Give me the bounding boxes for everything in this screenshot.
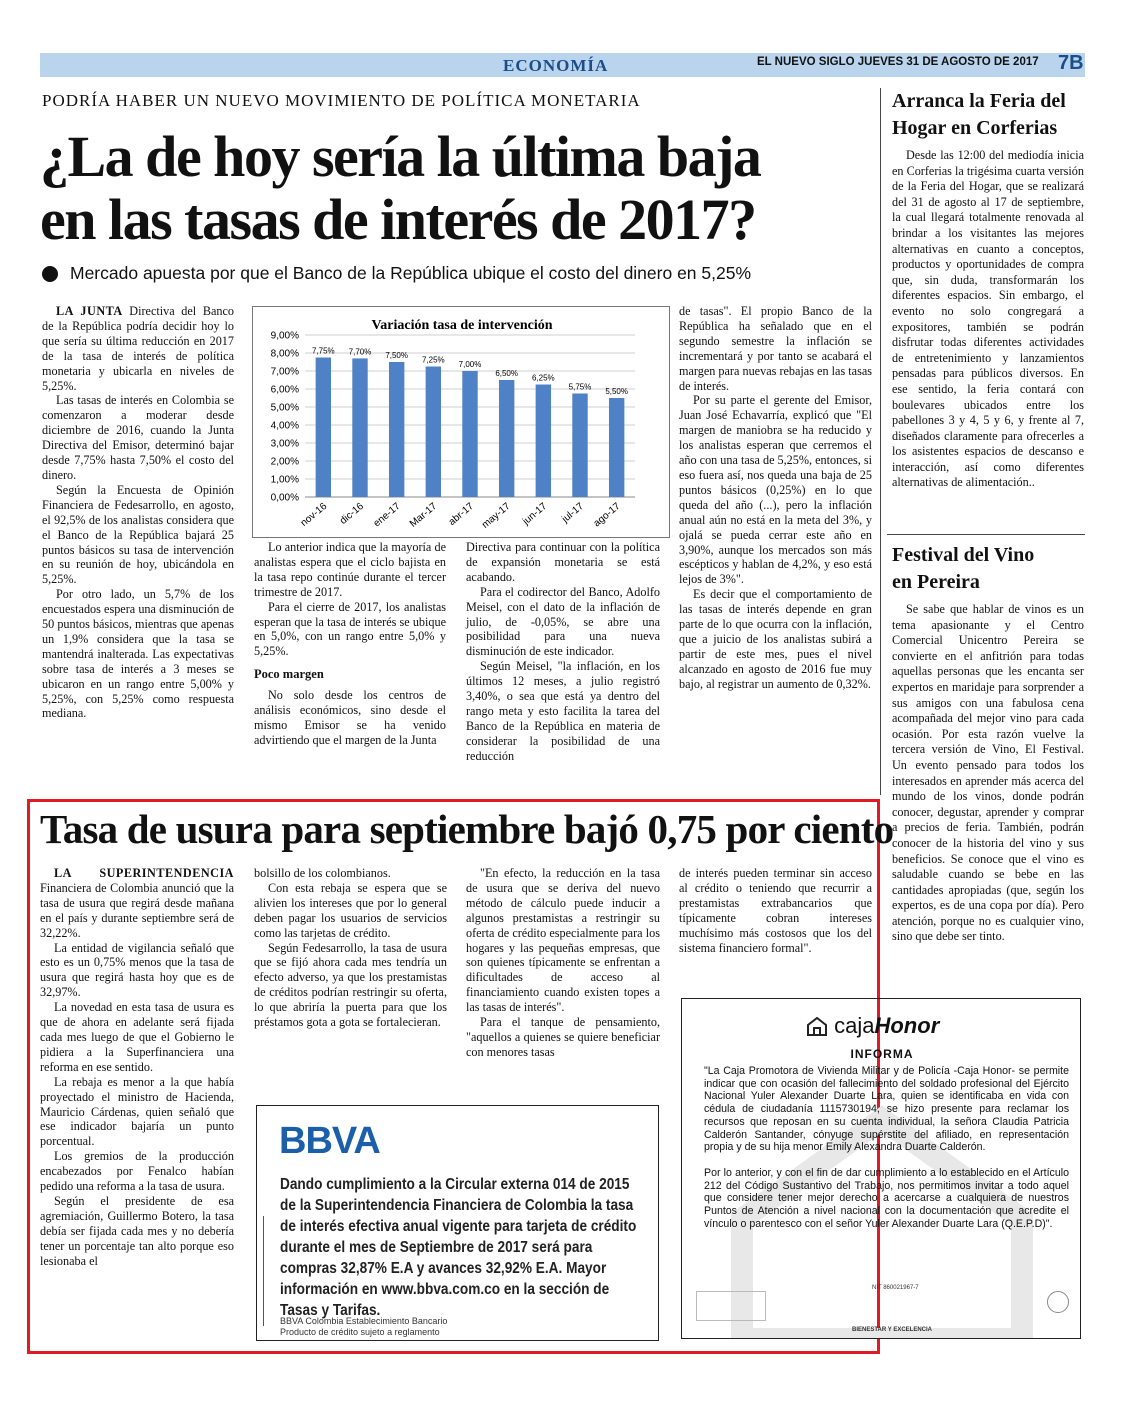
main-column-4 [679, 304, 872, 692]
paragraph [42, 304, 234, 393]
side-title-feria [892, 88, 1084, 142]
data-label: 7,70% [348, 347, 372, 357]
data-label: 7,25% [421, 355, 445, 365]
paragraph: La rebaja es menor a la que había proyectado el ministro de Hacienda, Mauricio Cárdenas, quien señaló que ese indicador bajaría un punto porcentual. [40, 1074, 234, 1149]
x-tick-label: jun-17 [520, 500, 550, 528]
y-tick-label: 7,00% [270, 366, 299, 378]
side-text-vino [892, 602, 1084, 945]
lead-in: LA SUPERINTENDENCIA [54, 866, 234, 880]
side-separator [887, 534, 1085, 535]
side-paragraph-vino: Se sabe que hablar de vinos es un tema apasionante y el Centro Comercial Unicentro Pereira se convierte en el anfitrión para todas aquellas personas que les encanta ser expertos en maridaje para sorprender a sus amigos con una fabulosa cena acompañada del mejor vino para cada ocasión. Por esta razón vuelve la tercera versión de Vino, El Festival. Un evento pensado para todos los interesados en aprender más acerca del mundo de los vinos, donde podrán conocer, degustar, aprender y comprar a precios de feria. También, podrán conocer de la historia del vino y sus beneficios. Se conoce que el vino es saludable cuando se bebe en las cantidades apropiadas (que, según los expertos, es de una copa por día). Pero atención, porque no es cualquier vino, sino que debe ser tinto. [892, 602, 1084, 944]
data-label: 5,75% [568, 382, 592, 392]
paragraph: Con esta rebaja se espera que se alivien los intereses que por lo general deben pagar los usuarios de servicios como las tarjetas de crédito. [254, 880, 447, 940]
caja-logo-part-1: caja [834, 1013, 875, 1038]
vigilado-mark [263, 1216, 271, 1326]
paragraph [254, 866, 447, 881]
main-column-3 [466, 540, 660, 764]
paragraph: Es decir que el comportamiento de las tasas de interés depende en gran parte de lo que ocurra con la inflación, que a juicio de los analistas subirá a partir de este mes, pues el nivel alcanzado en agosto de 2016 fue muy bajo, al registrar un aumento de 0,32%. [679, 587, 872, 691]
bar-chart [252, 306, 670, 538]
page-number: 7B [1058, 52, 1084, 74]
bar [609, 398, 624, 497]
side-title-feria-line-2: Hogar en Corferias [892, 117, 1058, 139]
bar [572, 394, 587, 498]
side-title-vino [892, 542, 1084, 596]
side-divider [880, 88, 881, 795]
paragraph-text: Financiera de Colombia anunció que la tasa de usura que regirá desde mañana en el país y durante septiembre será de 32,22%. [40, 880, 234, 940]
bbva-ad-text: Dando cumplimiento a la Circular externa 014 de 2015 de la Superintendencia Financiera de Colombia la tasa de interés efectiva anual vigente para tarjeta de crédito durante el mes de Septiembre de 2017 será para compras 32,87% E.A y avances 32,92% E.A. Mayor información en www.bbva.com.co en la sección de Tasas y Tarifas. [280, 1176, 637, 1319]
caja-ad-text [704, 1065, 1069, 1230]
paragraph: Lo anterior indica que la mayoría de analistas espera que el ciclo bajista en la tasa repo continúe durante el tercer trimestre de 2017. [254, 540, 446, 599]
side-story-feria [892, 88, 1084, 491]
x-tick-label: Mar-17 [407, 500, 440, 530]
data-label: 7,50% [385, 351, 409, 360]
summary-text: Mercado apuesta por que el Banco de la República ubique el costo del dinero en 5,25% [70, 263, 752, 283]
paragraph: La novedad en esta tasa de usura es que de ahora en adelante será fijada cada mes luego de que el Gobierno le pidiera a la Superfinanciera una reforma en ese sentido. [40, 1000, 234, 1074]
x-tick-label: dic-16 [337, 500, 366, 527]
headline-line-1: ¿La de hoy sería la última baja [40, 124, 761, 189]
bbva-footnote-2: Producto de crédito sujeto a reglamento [280, 1327, 440, 1337]
bbva-ad [256, 1105, 659, 1341]
caja-paragraph-1: "La Caja Promotora de Vivienda Militar y de Policía -Caja Honor- se permite indicar que con ocasión del fallecimiento del soldado profesional del Ejército Nacional Yuler Alexander Duarte Lara, quien se identificaba en vida con cédula de ciudadanía 1115730194, se hizo presente para reclamar los recursos que reposan en su cuenta individual, la señora Claudia Patricia Calderón Santander, cónyuge supérstite del afiliado, en representación propia y de su hija menor Emily Alexandra Duarte Calderón. [704, 1065, 1069, 1154]
chart-svg [253, 307, 671, 539]
bar [426, 367, 441, 498]
data-label: 7,00% [458, 360, 482, 369]
paragraph: La entidad de vigilancia señaló que esto es un 0,75% menos que la tasa de usura que regirá hasta hoy que es de 32,97%. [40, 940, 234, 1000]
paragraph: Según la Encuesta de Opinión Financiera de Fedesarrollo, en agosto, el 92,5% de los analistas considera que el Banco de la República bajará 25 puntos básicos su tasa de intervención en su reunión de hoy, ubicándola en 5,25%. [42, 482, 234, 587]
paragraph-text: bolsillo de los colombianos. [254, 866, 391, 880]
caja-honor-ad [681, 998, 1081, 1339]
usura-column-3 [466, 866, 660, 1060]
paragraph: Para el cierre de 2017, los analistas esperan que la tasa de interés se ubique en 5,0%, con un rango entre 5,0% y 5,25%. [254, 599, 446, 659]
paragraph: Según Fedesarrollo, la tasa de usura que se fijó ahora cada mes tendría un efecto adverso, ya que los prestamistas de créditos podrían restringir su oferta, lo que abriría la puerta para que los préstamos gota a gota se fortalecieran. [254, 940, 447, 1030]
bullet-icon [42, 266, 58, 282]
paragraph: Para el codirector del Banco, Adolfo Meisel, con el dato de la inflación de julio, de -0,05%, se abre una posibilidad para una nueva disminución de este indicador. [466, 584, 660, 659]
bar [536, 385, 551, 498]
y-tick-label: 0,00% [270, 492, 299, 504]
side-title-vino-line-2: en Pereira [892, 571, 980, 593]
bbva-ad-footnote [280, 1316, 447, 1338]
side-text-feria [892, 148, 1084, 491]
main-column-1 [42, 304, 234, 721]
paragraph: Los gremios de la producción encabezados por Fenalco habían pedido una reforma a la tasa de usura. [40, 1149, 234, 1194]
paragraph: Según el presidente de esa agremiación, Guillermo Botero, la tasa debía ser fijada cada mes y no debería tener un porcentaje tan alto porque eso lesionaba el [40, 1193, 234, 1268]
bbva-logo: BBVA [279, 1120, 380, 1162]
caja-paragraph-2: Por lo anterior, y con el fin de dar cumplimiento a lo establecido en el Artículo 212 del Código Sustantivo del Trabajo, nos permitimos invitar a todo aquel que considere tener mejor derecho a acercarse a cualquiera de nuestros Puntos de Atención a nivel nacional con la documentación que acredite el vínculo o parentesco con el señor Yuler Alexander Duarte Lara (Q.E.P.D)". [704, 1166, 1069, 1230]
y-tick-label: 2,00% [270, 456, 299, 468]
side-title-vino-line-1: Festival del Vino [892, 544, 1035, 566]
paragraph: Por su parte el gerente del Emisor, Juan José Echavarría, explicó que "El margen de maniobra se ha reducido y los analistas esperan que cerremos el año con una tasa de 5,25%, entonces, si eso fuera así, nos queda una baja de 25 puntos básicos (0,25%) en lo que queda del año (...), pero la inflación anual aún no está en la meta del 3%, y ojalá se pueda cerrar este año en 3,90%, aunque los mercados son más escépticos y hablan de 4,2%, y eso está lejos de 3%". [679, 393, 872, 587]
paragraph [40, 866, 234, 941]
chart-title: Variación tasa de intervención [371, 318, 553, 333]
headline [40, 125, 870, 251]
summary [42, 263, 751, 284]
caja-honor-logo [806, 1013, 939, 1039]
x-tick-label: ene-17 [371, 500, 403, 530]
paragraph: Las tasas de interés en Colombia se comenzaron a moderar desde diciembre de 2016, cuando la Junta Directiva del Emisor, determinó bajar desde 7,75% hasta 7,50% el costo del dinero. [42, 393, 234, 482]
paragraph-text: de tasas". El propio Banco de la República ha señalado que en el segundo semestre la inflación se incrementará y por tanto se acabará el margen para nuevas rebajas en las tasas de interés. [679, 304, 872, 393]
paragraph-text: Directiva del Banco de la República podría decidir hoy lo que sería su última reducción en 2017 de la tasa de interés de política monetaria y ubicarla en niveles de 5,25%. [42, 304, 234, 393]
paragraph [679, 866, 872, 955]
caja-emblem-icon [1047, 1291, 1069, 1313]
headline-line-2: en las tasas de interés de 2017? [40, 187, 756, 252]
paragraph: Para el tanque de pensamiento, "aquellos a quienes se quiere beneficiar con menores tasas [466, 1015, 660, 1059]
data-label: 6,50% [495, 369, 519, 378]
side-title-feria-line-1: Arranca la Feria del [892, 90, 1066, 112]
x-tick-label: may-17 [479, 500, 513, 531]
y-tick-label: 4,00% [270, 420, 299, 432]
bar [499, 380, 514, 497]
caja-logo-part-2: Honor [874, 1013, 940, 1038]
paragraph: Según Meisel, "la inflación, en los últimos 12 meses, a julio registró 3,40%, o sea que está ya dentro del rango meta y esto facilita la tarea del Banco de la República en materia de considerar la posibilidad de una reducción [466, 659, 660, 763]
y-tick-label: 5,00% [270, 402, 299, 414]
paragraph [679, 304, 872, 393]
side-paragraph-feria: Desde las 12:00 del mediodía inicia en Corferias la trigésima cuarta versión de la Feria del Hogar, que se realizará del 31 de agosto al 17 de septiembre, la cual llegará totalmente renovada al brindar a los visitantes las mejores alternativas en cuanto a conceptos, productos y oportunidades de compra que, sin duda, transformarán los diferentes espacios. Sin embargo, el evento no solo congregará a expositores, también se podrán disfrutar todas diferentes actividades de entretenimiento y lanzamientos pensadas para públicos diversos. En ese sentido, la feria contará con boulevares ubicados entre los pabellones 3 y 4, 5 y 6, y frente al 7, diseñados claramente para ofrecerles a los asistentes espacios de descanso e interacción, así como diferentes alternativas de alimentación.. [892, 148, 1084, 490]
side-story-vino [892, 542, 1084, 945]
x-tick-label: ago-17 [591, 500, 623, 530]
y-tick-label: 1,00% [270, 474, 299, 486]
data-label: 5,50% [605, 387, 629, 396]
usura-headline: Tasa de usura para septiembre bajó 0,75 por ciento [40, 806, 894, 852]
section-name: ECONOMÍA [503, 56, 609, 75]
paragraph: "En efecto, la reducción en la tasa de usura que se deriva del nuevo método de cálculo puede inducir a algunos prestamistas a restringir su oferta de crédito especialmente para los hogares y las pequeñas empresas, que son quienes típicamente se enfrentan a dificultades de acceso al financiamiento cuando existen topes a las tasas de interés". [466, 866, 660, 1015]
dateline: EL NUEVO SIGLO JUEVES 31 DE AGOSTO DE 2017 [757, 56, 1039, 68]
caja-seals [696, 1291, 766, 1321]
caja-house-icon [806, 1016, 828, 1036]
kicker: PODRÍA HABER UN NUEVO MOVIMIENTO DE POLÍTICA MONETARIA [42, 91, 641, 110]
data-label: 7,75% [311, 346, 335, 356]
caja-informa: INFORMA [850, 1047, 914, 1061]
y-tick-label: 3,00% [270, 438, 299, 450]
paragraph-text: Directiva para continuar con la política de expansión monetaria se está acabando. [466, 540, 660, 584]
usura-column-2 [254, 866, 447, 1030]
bar [462, 371, 477, 497]
lead-in: LA JUNTA [56, 304, 123, 318]
subhead-poco-margen: Poco margen [254, 667, 324, 682]
usura-column-4 [679, 866, 872, 955]
usura-column-1 [40, 866, 234, 1268]
y-tick-label: 8,00% [270, 348, 299, 360]
caja-nit: NIT 860021967-7 [872, 1285, 919, 1291]
bbva-footnote-1: BBVA Colombia Establecimiento Bancario [280, 1316, 448, 1326]
paragraph [466, 540, 660, 585]
bar [389, 362, 404, 497]
main-column-2 [254, 540, 446, 748]
y-tick-label: 6,00% [270, 384, 299, 396]
x-tick-label: jul-17 [560, 500, 586, 526]
bar [352, 358, 367, 497]
y-tick-label: 9,00% [270, 330, 299, 342]
paragraph-text: de interés pueden terminar sin acceso al crédito o teniendo que recurrir a prestamistas extrabancarios que típicamente cobran intereses muchísimo más costosos que los del sistema financiero formal". [679, 866, 872, 955]
bar [316, 358, 331, 498]
caja-slogan: BIENESTAR Y EXCELENCIA [852, 1327, 933, 1333]
paragraph: Por otro lado, un 5,7% de los encuestados espera una disminución de 50 puntos básicos, mientras que apenas un 1,9% considera que la tasa se mantendrá inalterada. Las expectativas sobre tasa de interés a 3 meses se ubicaron en un rango entre 5,00% y 5,25%, con 5,25% como respuesta mediana. [42, 587, 234, 721]
x-tick-label: nov-16 [298, 500, 330, 529]
x-tick-label: abr-17 [446, 500, 476, 528]
paragraph: No solo desde los centros de análisis económicos, sino desde el mismo Emisor se ha venido advirtiendo que el margen de la Junta [254, 688, 446, 747]
data-label: 6,25% [531, 373, 555, 383]
